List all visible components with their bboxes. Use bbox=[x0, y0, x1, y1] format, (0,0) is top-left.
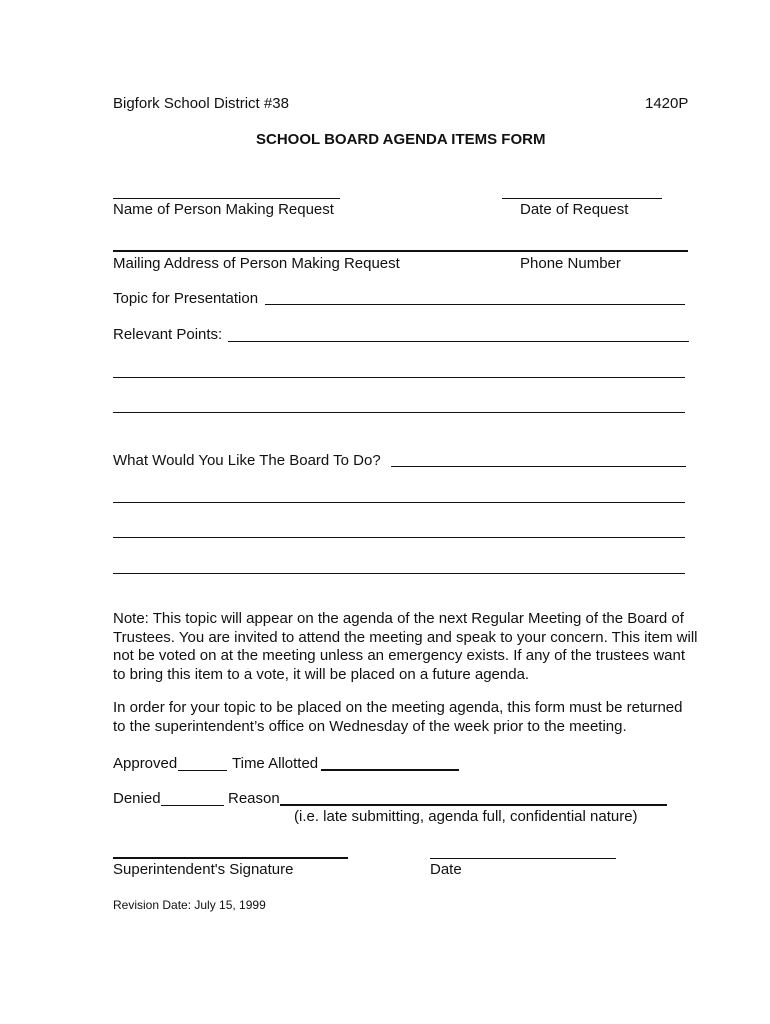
approved-field-line[interactable] bbox=[178, 770, 227, 771]
relevant-points-line-1[interactable] bbox=[228, 341, 689, 342]
phone-label: Phone Number bbox=[520, 255, 621, 272]
policy-number: 1420P bbox=[645, 95, 689, 112]
board-action-line-1[interactable] bbox=[391, 466, 686, 467]
signature-date-label: Date bbox=[430, 861, 462, 878]
name-field-line[interactable] bbox=[113, 198, 340, 199]
date-request-field-line[interactable] bbox=[502, 198, 662, 199]
form-title: SCHOOL BOARD AGENDA ITEMS FORM bbox=[256, 131, 546, 148]
denied-label: Denied bbox=[113, 790, 161, 807]
revision-date: Revision Date: July 15, 1999 bbox=[113, 898, 266, 912]
reason-hint: (i.e. late submitting, agenda full, confidential nature) bbox=[294, 808, 638, 825]
board-action-label: What Would You Like The Board To Do? bbox=[113, 452, 381, 469]
return-instructions-paragraph: In order for your topic to be placed on the meeting agenda, this form must be returned to the superintendent’s office on Wednesday of the week prior to the meeting. bbox=[113, 699, 683, 735]
superintendent-signature-label: Superintendent's Signature bbox=[113, 861, 294, 878]
topic-label: Topic for Presentation bbox=[113, 290, 259, 307]
name-label: Name of Person Making Request bbox=[113, 201, 334, 218]
address-phone-field-line[interactable] bbox=[113, 250, 688, 252]
relevant-points-line-2[interactable] bbox=[113, 377, 685, 378]
address-label: Mailing Address of Person Making Request bbox=[113, 255, 400, 272]
board-action-line-3[interactable] bbox=[113, 537, 685, 538]
superintendent-signature-line[interactable] bbox=[113, 857, 348, 859]
reason-label: Reason bbox=[228, 790, 280, 807]
date-request-label: Date of Request bbox=[520, 201, 629, 218]
relevant-points-line-3[interactable] bbox=[113, 412, 685, 413]
reason-field-line[interactable] bbox=[280, 804, 667, 806]
topic-field-line[interactable] bbox=[265, 304, 685, 305]
signature-date-line[interactable] bbox=[430, 858, 616, 859]
approved-label: Approved bbox=[113, 755, 178, 772]
time-allotted-field-line[interactable] bbox=[321, 769, 459, 771]
board-action-line-4[interactable] bbox=[113, 573, 685, 574]
note-paragraph: Note: This topic will appear on the agenda of the next Regular Meeting of the Board of Trustees. You are invited to attend the meeting and speak to your concern. This item will not be voted on at the meeting unless an emergency exists. If any of the trustees want to bring this item to a vote, it will be placed on a future agenda. bbox=[113, 610, 698, 683]
relevant-points-label: Relevant Points: bbox=[113, 326, 223, 343]
district-name: Bigfork School District #38 bbox=[113, 95, 289, 112]
denied-field-line[interactable] bbox=[161, 805, 224, 806]
time-allotted-label: Time Allotted bbox=[232, 755, 319, 772]
board-action-line-2[interactable] bbox=[113, 502, 685, 503]
